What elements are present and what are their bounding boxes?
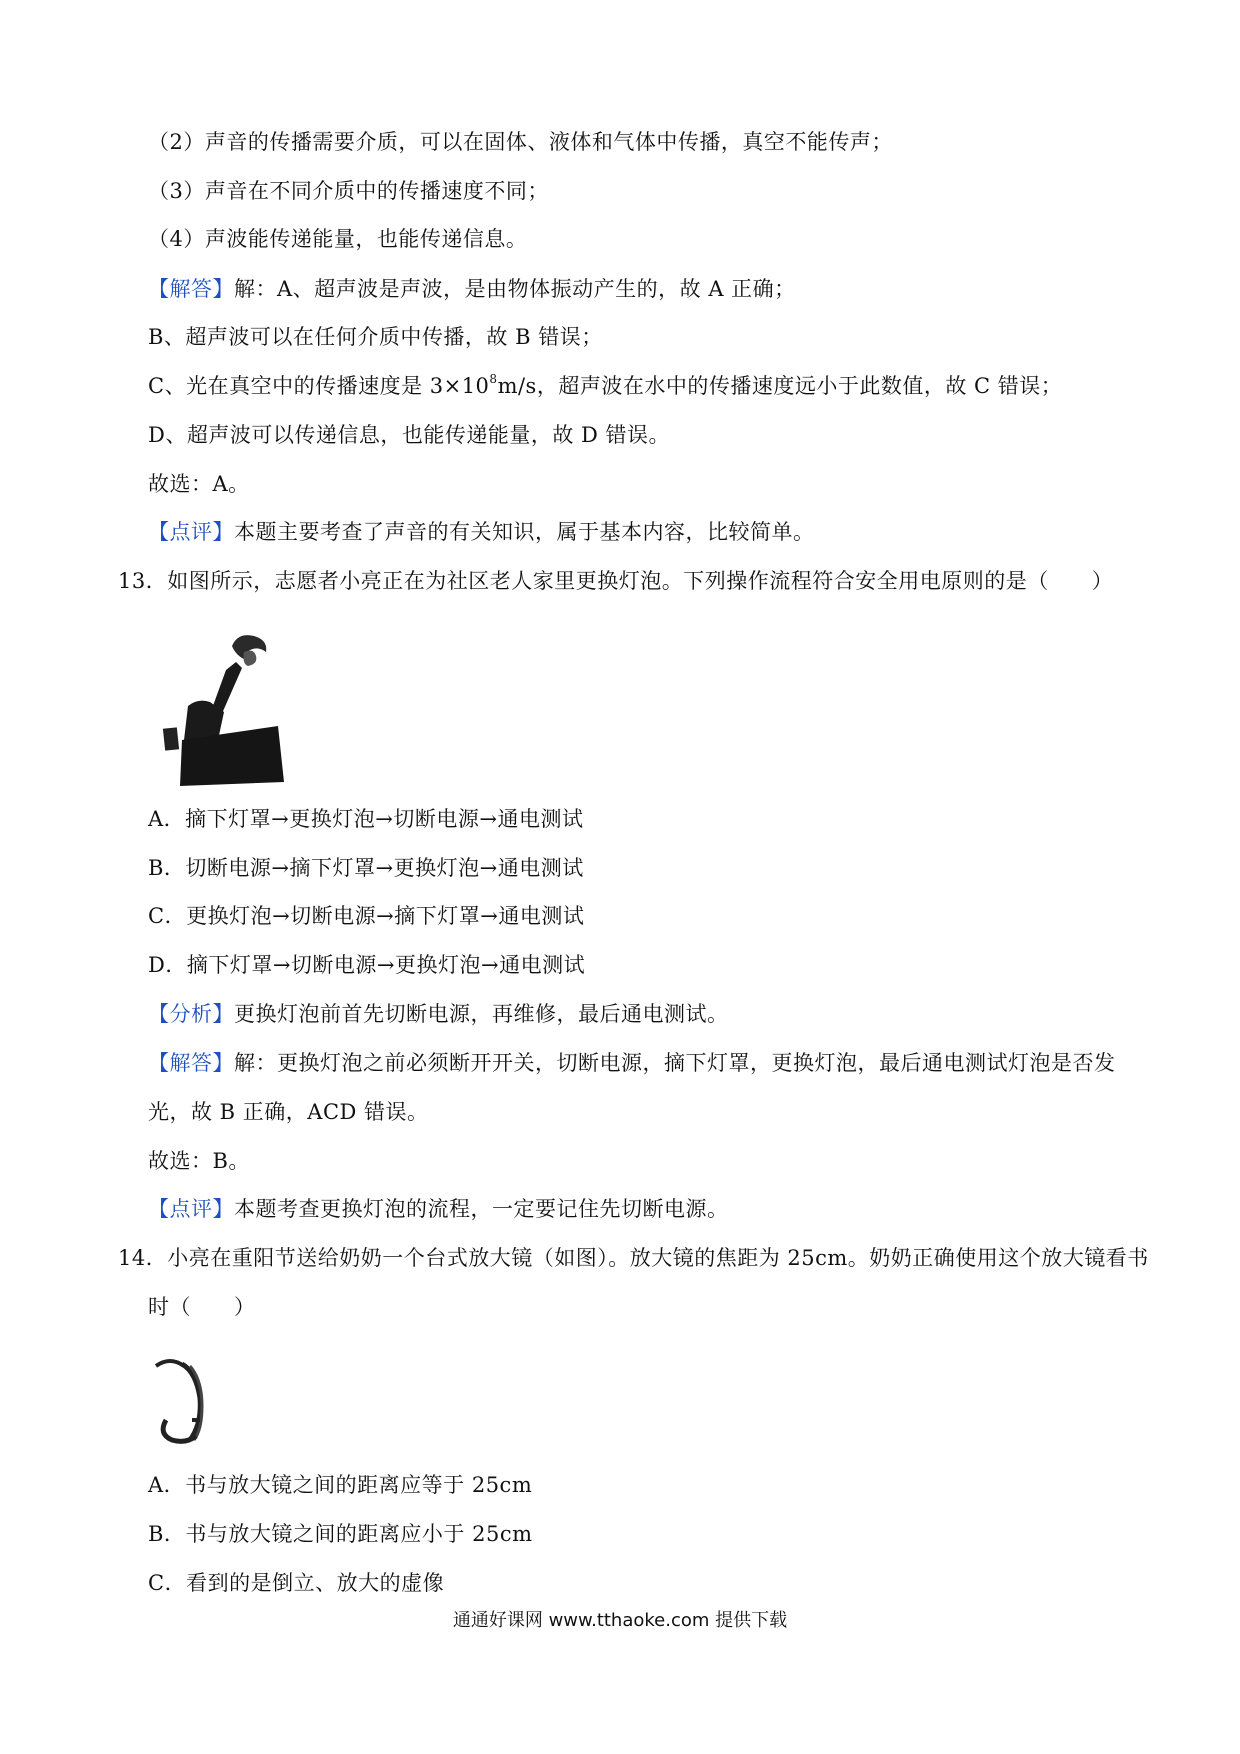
answer-tag: 【解答】 xyxy=(148,1051,234,1075)
q12-c-pre: C、光在真空中的传播速度是 3×10 xyxy=(148,374,490,398)
q13-option-a: A．摘下灯罩→更换灯泡→切断电源→通电测试 xyxy=(148,807,584,831)
q12-d: D、超声波可以传递信息，也能传递能量，故 D 错误。 xyxy=(148,423,671,447)
q13-answer xyxy=(148,1048,1116,1078)
q13-stem: 13．如图所示，志愿者小亮正在为社区老人家里更换灯泡。下列操作流程符合安全用电原则的是（ ） xyxy=(118,569,1114,593)
q12-b: B、超声波可以在任何介质中传播，故 B 错误； xyxy=(148,325,603,349)
q14-stem-cont: 时（ ） xyxy=(148,1295,256,1319)
analysis-tag: 【分析】 xyxy=(148,1002,234,1026)
answer-text: 解：A、超声波是声波，是由物体振动产生的，故 A 正确； xyxy=(234,277,796,301)
review-tag: 【点评】 xyxy=(148,520,234,544)
q12-review xyxy=(148,517,815,547)
review-tag: 【点评】 xyxy=(148,1197,234,1221)
q13-review xyxy=(148,1194,729,1224)
analysis-text: 更换灯泡前首先切断电源，再维修，最后通电测试。 xyxy=(234,1002,729,1026)
review-text: 本题主要考查了声音的有关知识，属于基本内容，比较简单。 xyxy=(234,520,815,544)
q13-answer-cont: 光，故 B 正确，ACD 错误。 xyxy=(148,1100,429,1124)
q12-c xyxy=(148,371,1062,401)
q12-answer xyxy=(148,274,796,304)
q12-c-sup: 8 xyxy=(489,372,498,386)
q13-figure-person-changing-bulb xyxy=(160,628,300,788)
q14-option-b: B．书与放大镜之间的距离应小于 25cm xyxy=(148,1522,533,1546)
q13-option-d: D．摘下灯罩→切断电源→更换灯泡→通电测试 xyxy=(148,953,586,977)
q14-stem: 14．小亮在重阳节送给奶奶一个台式放大镜（如图）。放大镜的焦距为 25cm。奶奶正确使用这个放大镜看书 xyxy=(118,1246,1149,1270)
answer-text: 解：更换灯泡之前必须断开开关，切断电源，摘下灯罩，更换灯泡，最后通电测试灯泡是否发 xyxy=(234,1051,1116,1075)
page-footer: 通通好课网 www.tthaoke.com 提供下载 xyxy=(452,1610,788,1631)
q12-choice: 故选：A。 xyxy=(148,472,250,496)
answer-tag: 【解答】 xyxy=(148,277,234,301)
q14-option-c: C．看到的是倒立、放大的虚像 xyxy=(148,1571,445,1595)
point-4: （4）声波能传递能量，也能传递信息。 xyxy=(148,227,528,251)
q14-figure-magnifier xyxy=(152,1356,222,1452)
q13-choice: 故选：B。 xyxy=(148,1149,250,1173)
q13-analysis xyxy=(148,999,729,1029)
q12-c-post: m/s，超声波在水中的传播速度远小于此数值，故 C 错误； xyxy=(497,374,1063,398)
q14-option-a: A．书与放大镜之间的距离应等于 25cm xyxy=(148,1473,533,1497)
q13-option-b: B．切断电源→摘下灯罩→更换灯泡→通电测试 xyxy=(148,856,584,880)
point-2: （2）声音的传播需要介质，可以在固体、液体和气体中传播，真空不能传声； xyxy=(148,130,893,154)
q13-option-c: C．更换灯泡→切断电源→摘下灯罩→通电测试 xyxy=(148,904,585,928)
review-text: 本题考查更换灯泡的流程，一定要记住先切断电源。 xyxy=(234,1197,729,1221)
point-3: （3）声音在不同介质中的传播速度不同； xyxy=(148,179,549,203)
